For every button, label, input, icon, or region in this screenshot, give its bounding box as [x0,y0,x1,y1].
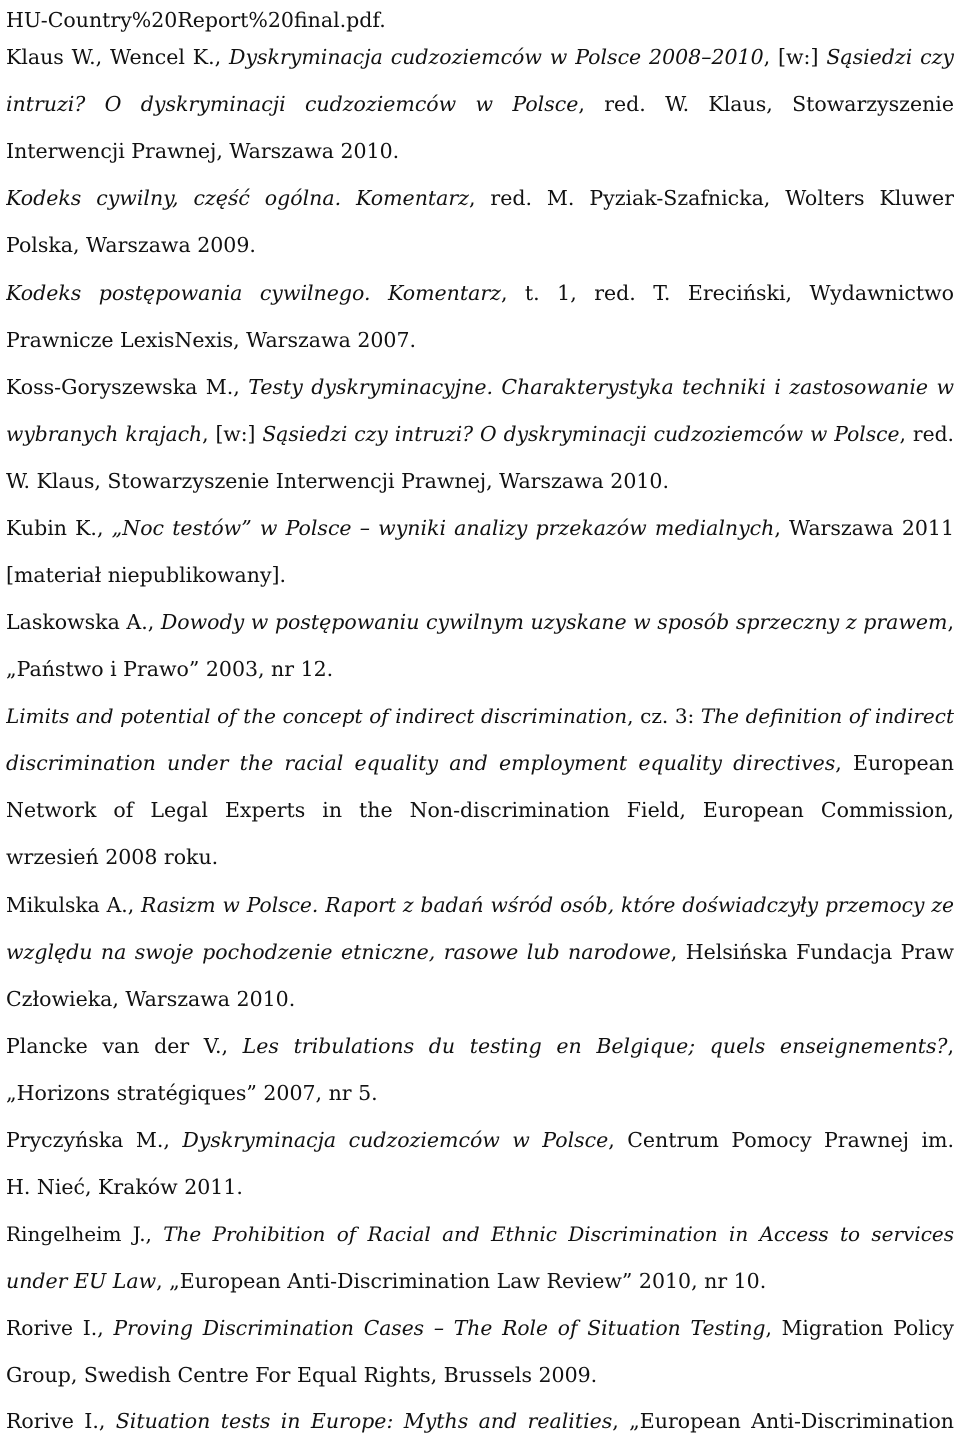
bib-text: , Centrum Pomocy Prawnej im. [608,1128,954,1152]
bib-line [6,42,954,72]
bib-text: H. Nieć, Kraków 2011. [6,1175,243,1199]
bib-text: Ringelheim J., [6,1222,164,1246]
bib-line [6,607,954,637]
bib-line [6,842,954,872]
bib-text: , [947,610,954,634]
bib-title: wybranych krajach [6,422,203,446]
bib-text: Mikulska A., [6,893,142,917]
bib-title: Proving Discrimination Cases – The Role of Situation Testing [113,1316,766,1340]
bib-text: Rorive I., [6,1316,114,1340]
bib-text: , red. W. Klaus, Stowarzyszenie [578,92,954,116]
bib-text: , Helsińska Fundacja Praw [670,940,954,964]
bib-title: względu na swoje pochodzenie etniczne, rasowe lub narodowe [6,940,671,964]
bib-title: Kodeks postępowania cywilnego. Komentarz [6,281,501,305]
bib-line [6,278,954,308]
bib-title: Kodeks cywilny, część ogólna. Komentarz [6,186,469,210]
bib-line [6,654,954,684]
bib-title: Situation tests in Europe: Myths and realities [115,1409,613,1433]
bib-line [6,748,954,778]
bib-title: Limits and potential of the concept of indirect discrimination [6,704,628,728]
bib-text: Pryczyńska M., [6,1128,183,1152]
bib-text: wrzesień 2008 roku. [6,845,219,869]
bib-line [6,890,954,920]
bib-line [6,1406,954,1436]
bib-title: Dowody w postępowaniu cywilnym uzyskane w sposób sprzeczny z prawem [160,610,948,634]
bib-text: , red. [899,422,954,446]
bib-line [6,466,954,496]
bib-text: W. Klaus, Stowarzyszenie Interwencji Prawnej, Warszawa 2010. [6,469,669,493]
bib-line [6,513,954,543]
bib-title: Sąsiedzi czy intruzi? O dyskryminacji cudzoziemców w Polsce [262,422,900,446]
bib-title: Dyskryminacja cudzoziemców w Polsce 2008–2010 [229,45,764,69]
bib-line [6,984,954,1014]
bib-title: The Prohibition of Racial and Ethnic Discrimination in Access to services [163,1222,954,1246]
bib-title: intruzi? O dyskryminacji cudzoziemców w Polsce [6,92,579,116]
bib-text: , t. 1, red. T. Ereciński, Wydawnictwo [500,281,954,305]
bib-text: Group, Swedish Centre For Equal Rights, Brussels 2009. [6,1363,598,1387]
bib-text: Polska, Warszawa 2009. [6,233,256,257]
bib-line [6,1313,954,1343]
bib-text: , „European Anti-Discrimination [612,1409,954,1433]
bib-text: Rorive I., [6,1409,116,1433]
bib-line [6,1266,954,1296]
bib-title: Les tribulations du testing en Belgique; quels enseignements? [242,1034,948,1058]
bib-text: Plancke van der V., [6,1034,243,1058]
bib-text: Kubin K., [6,516,112,540]
bib-text: Koss-Goryszewska M., [6,375,249,399]
bib-line [6,937,954,967]
bib-text: , [w:] [763,45,827,69]
bib-line [6,183,954,213]
bib-line [6,136,954,166]
bib-line [6,795,954,825]
bib-text: , cz. 3: [627,704,701,728]
bib-title: The definition of indirect [700,704,954,728]
bib-line [6,1031,954,1061]
bib-text: , European [835,751,954,775]
bib-line [6,325,954,355]
bib-line [6,1172,954,1202]
bib-line [6,1078,954,1108]
bib-text: Człowieka, Warszawa 2010. [6,987,296,1011]
bib-text: , [947,1034,954,1058]
bib-text: [materiał niepublikowany]. [6,563,287,587]
bib-text: Network of Legal Experts in the Non-discrimination Field, European Commission, [6,798,954,822]
bib-title: under EU Law [6,1269,157,1293]
bib-title: discrimination under the racial equality and employment equality directives [6,751,836,775]
bib-line [6,372,954,402]
bib-title: Testy dyskryminacyjne. Charakterystyka techniki i zastosowanie w [248,375,954,399]
bib-text: Prawnicze LexisNexis, Warszawa 2007. [6,328,416,352]
bib-text: Laskowska A., [6,610,161,634]
bib-text: „Horizons stratégiques” 2007, nr 5. [6,1081,378,1105]
bib-line [6,1219,954,1249]
bib-text: , Migration Policy [765,1316,954,1340]
bib-text: Interwencji Prawnej, Warszawa 2010. [6,139,400,163]
bib-line [6,5,954,35]
bib-line [6,419,954,449]
bib-text: , „European Anti-Discrimination Law Review” 2010, nr 10. [156,1269,767,1293]
bib-line [6,1125,954,1155]
bib-line [6,89,954,119]
bib-line [6,1360,954,1390]
bib-line [6,701,954,731]
bib-title: „Noc testów” w Polsce – wyniki analizy przekazów medialnych [111,516,775,540]
bib-text: , Warszawa 2011 [774,516,954,540]
bib-line [6,230,954,260]
bib-title: Dyskryminacja cudzoziemców w Polsce [182,1128,609,1152]
bib-text: , red. M. Pyziak-Szafnicka, Wolters Kluwer [468,186,954,210]
bib-text: Klaus W., Wencel K., [6,45,230,69]
bib-text: HU-Country%20Report%20final.pdf. [6,8,386,32]
bib-title: Sąsiedzi czy [826,45,954,69]
bib-text: , [w:] [202,422,263,446]
bib-text: „Państwo i Prawo” 2003, nr 12. [6,657,334,681]
bib-title: Rasizm w Polsce. Raport z badań wśród osób, które doświadczyły przemocy ze [141,893,954,917]
bib-line [6,560,954,590]
